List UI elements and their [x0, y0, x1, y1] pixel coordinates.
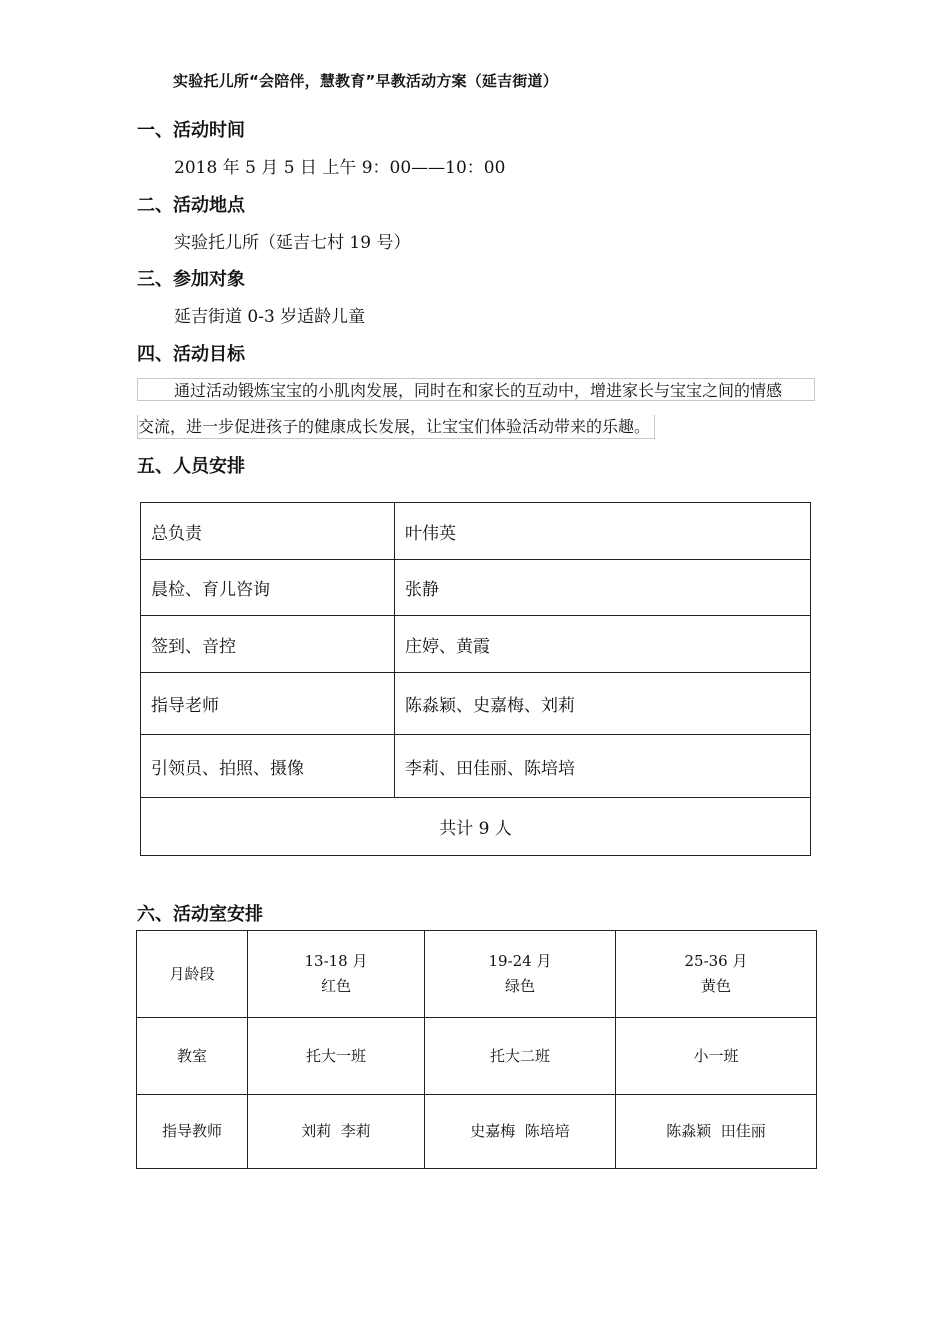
staff-people-cell: 叶伟英	[395, 503, 811, 560]
staff-table	[140, 502, 811, 856]
age-range: 13-18 月	[304, 952, 368, 970]
age-color: 黄色	[700, 977, 731, 995]
teacher-label-cell: 指导教师	[137, 1095, 248, 1169]
room-table	[136, 930, 817, 1169]
classroom-cell: 托大二班	[425, 1018, 616, 1095]
teacher-cell: 刘莉 李莉	[248, 1095, 425, 1169]
age-color: 绿色	[504, 977, 535, 995]
staff-people-cell: 李莉、田佳丽、陈培培	[395, 735, 811, 798]
age-group-cell	[616, 931, 817, 1018]
staff-role-cell: 指导老师	[141, 673, 395, 735]
document-title: 实验托儿所“会陪伴，慧教育”早教活动方案（延吉街道）	[173, 72, 558, 90]
staff-role-cell: 引领员、拍照、摄像	[141, 735, 395, 798]
participants-text: 延吉街道 0-3 岁适龄儿童	[174, 307, 366, 327]
teacher-cell: 史嘉梅 陈培培	[425, 1095, 616, 1169]
activity-goal-line-1: 通过活动锻炼宝宝的小肌肉发展，同时在和家长的互动中，增进家长与宝宝之间的情感	[137, 378, 815, 401]
teacher-cell: 陈淼颖 田佳丽	[616, 1095, 817, 1169]
table-row	[137, 931, 817, 1018]
table-row	[141, 616, 811, 673]
activity-time-text: 2018 年 5 月 5 日 上午 9：00——10：00	[174, 158, 506, 178]
age-group-cell	[425, 931, 616, 1018]
staff-people-cell: 张静	[395, 560, 811, 616]
heading-staff-arrangement: 五、人员安排	[137, 456, 245, 477]
heading-participants: 三、参加对象	[137, 269, 245, 290]
table-row	[141, 735, 811, 798]
table-row	[141, 560, 811, 616]
table-row	[141, 798, 811, 856]
staff-role-cell: 晨检、育儿咨询	[141, 560, 395, 616]
staff-role-cell: 总负责	[141, 503, 395, 560]
heading-activity-goal: 四、活动目标	[137, 344, 245, 365]
age-header-cell: 月龄段	[137, 931, 248, 1018]
staff-role-cell: 签到、音控	[141, 616, 395, 673]
classroom-cell: 小一班	[616, 1018, 817, 1095]
heading-activity-time: 一、活动时间	[137, 120, 245, 141]
classroom-cell: 托大一班	[248, 1018, 425, 1095]
activity-goal-paragraph	[137, 378, 815, 439]
staff-total-cell: 共计 9 人	[141, 798, 811, 856]
table-row	[137, 1095, 817, 1169]
staff-people-cell: 陈淼颖、史嘉梅、刘莉	[395, 673, 811, 735]
age-color: 红色	[320, 977, 351, 995]
heading-activity-location: 二、活动地点	[137, 195, 245, 216]
table-row	[137, 1018, 817, 1095]
classroom-label-cell: 教室	[137, 1018, 248, 1095]
staff-people-cell: 庄婷、黄霞	[395, 616, 811, 673]
age-group-cell	[248, 931, 425, 1018]
activity-location-text: 实验托儿所（延吉七村 19 号）	[174, 233, 411, 253]
age-range: 25-36 月	[684, 952, 748, 970]
heading-room-arrangement: 六、活动室安排	[137, 904, 263, 925]
table-row	[141, 503, 811, 560]
table-row	[141, 673, 811, 735]
age-range: 19-24 月	[488, 952, 552, 970]
activity-goal-line-2: 交流，进一步促进孩子的健康成长发展，让宝宝们体验活动带来的乐趣。	[137, 415, 655, 439]
